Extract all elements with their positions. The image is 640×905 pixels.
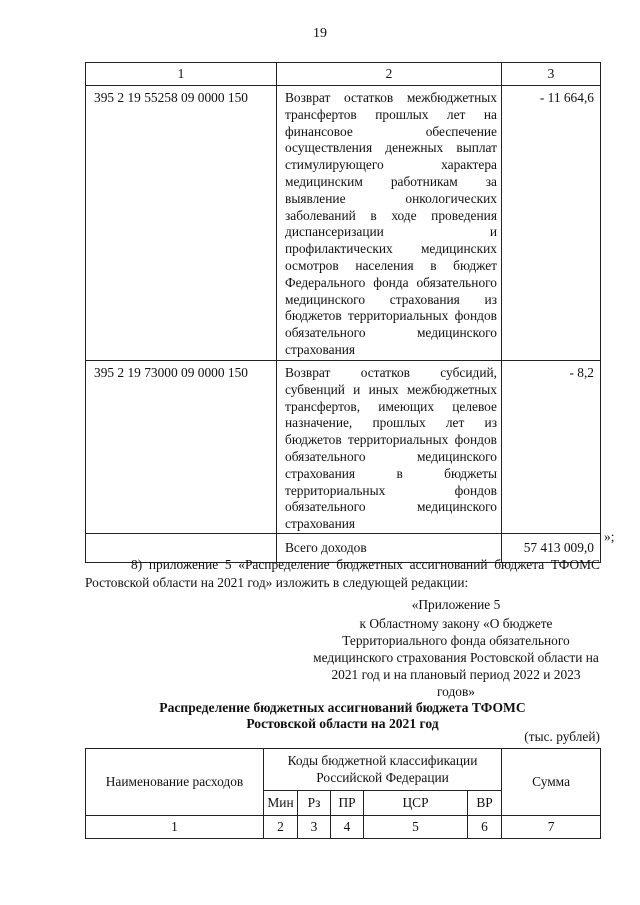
title-line-2: Ростовской области на 2021 год — [246, 716, 439, 731]
column-number: 3 — [298, 816, 331, 839]
column-number-3: 3 — [502, 63, 601, 86]
section-header: Рз — [298, 791, 331, 816]
column-number: 5 — [364, 816, 468, 839]
total-amount: 57 413 009,0 — [502, 533, 601, 562]
expense-type-header: ВР — [468, 791, 502, 816]
amendment-paragraph — [85, 556, 600, 592]
budget-code: 395 2 19 55258 09 0000 150 — [86, 86, 277, 361]
column-number: 7 — [502, 816, 601, 839]
subsection-header: ПР — [331, 791, 364, 816]
annex-title: «Приложение 5 — [411, 597, 501, 612]
units-label: (тыс. рублей) — [524, 729, 600, 744]
table-row — [86, 86, 601, 361]
closing-quote: »; — [604, 529, 615, 544]
column-number-2: 2 — [277, 63, 502, 86]
column-numbers-row — [86, 816, 601, 839]
table-row — [86, 361, 601, 534]
income-description: Возврат остатков межбюджетных трансфертов прошлых лет на финансовое обеспечение осуществления денежных выплат стимулирующего характера медицинским работникам за выявление онкологических заболеваний в ходе проведения диспансеризации и профилактических медицинских осмотров населения в бюджет Федерального фонда обязательного медицинского страхования из бюджетов территориальных фондов обязательного медицинского страхования — [277, 86, 502, 361]
page-number: 19 — [313, 26, 327, 41]
income-table — [85, 62, 601, 563]
total-label: Всего доходов — [277, 533, 502, 562]
income-amount: - 11 664,6 — [502, 86, 601, 361]
table-header-row — [86, 63, 601, 86]
classification-codes-header: Коды бюджетной классификации Российской Федерации — [264, 749, 502, 791]
income-amount: - 8,2 — [502, 361, 601, 534]
expense-name-header: Наименование расходов — [86, 749, 264, 816]
annex-reference: к Областному закону «О бюджете Территориального фонда обязательного медицинского страхования Ростовской области на 2021 год и на плановый период 2022 и 2023 годов» — [313, 616, 599, 699]
table-header-row — [86, 749, 601, 791]
column-number: 2 — [264, 816, 298, 839]
target-article-header: ЦСР — [364, 791, 468, 816]
document-title — [85, 700, 600, 732]
column-number-1: 1 — [86, 63, 277, 86]
expenditure-table — [85, 748, 601, 839]
ministry-header: Мин — [264, 791, 298, 816]
amendment-text: 8) приложение 5 «Распределение бюджетных ассигнований бюджета ТФОМС Ростовской области на 2021 год» изложить в следующей редакции: — [85, 557, 600, 590]
column-number: 4 — [331, 816, 364, 839]
column-number: 1 — [86, 816, 264, 839]
budget-code: 395 2 19 73000 09 0000 150 — [86, 361, 277, 534]
sum-header: Сумма — [502, 749, 601, 816]
column-number: 6 — [468, 816, 502, 839]
title-line-1: Распределение бюджетных ассигнований бюджета ТФОМС — [159, 700, 526, 715]
income-description: Возврат остатков субсидий, субвенций и иных межбюджетных трансфертов, имеющих целевое назначение, прошлых лет из бюджетов территориальных фондов обязательного медицинского страхования в бюджеты территориальных фондов обязательного медицинского страхования — [277, 361, 502, 534]
annex-header — [312, 596, 600, 700]
